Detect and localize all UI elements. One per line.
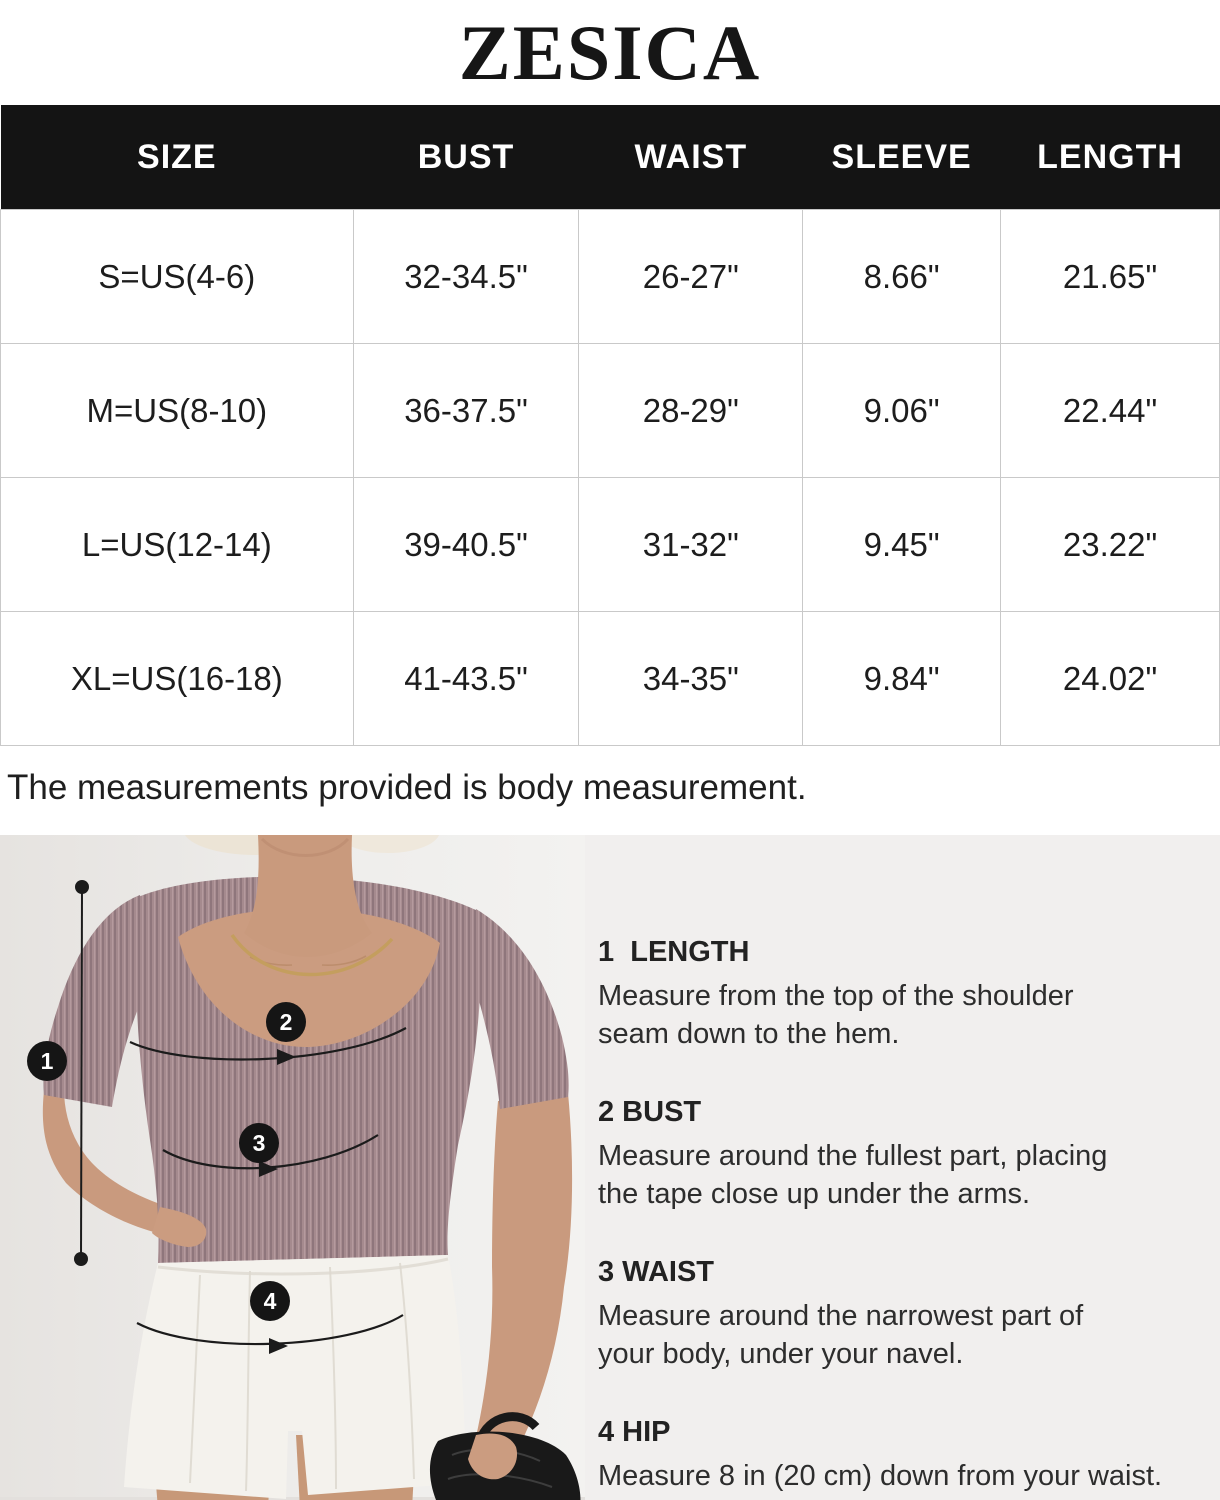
guide-body-line: your body, under your navel.	[598, 1338, 964, 1370]
guide-section-bust	[598, 1095, 1208, 1213]
cell-bust: 32-34.5"	[353, 210, 579, 344]
guide-instructions	[585, 835, 1220, 1500]
guide-heading-waist: 3 WAIST	[598, 1256, 715, 1288]
cell-size: XL=US(16-18)	[1, 612, 354, 746]
brand-logo: ZESICA	[458, 8, 762, 96]
guide-heading-bust: 2 BUST	[598, 1096, 702, 1128]
marker-bust-number: 2	[279, 1008, 293, 1035]
col-header-length: LENGTH	[1001, 105, 1220, 210]
cell-size: M=US(8-10)	[1, 344, 354, 478]
marker-length	[27, 1041, 67, 1081]
col-header-sleeve: SLEEVE	[803, 105, 1001, 210]
guide-body-line: Measure 8 in (20 cm) down from your waist.	[598, 1460, 1163, 1492]
cell-waist: 26-27"	[579, 210, 803, 344]
col-header-size: SIZE	[1, 105, 354, 210]
guide-heading-hip: 4 HIP	[598, 1416, 671, 1448]
measurement-guide	[0, 835, 1220, 1500]
cell-waist: 28-29"	[579, 344, 803, 478]
guide-body-line: the tape close up under the arms.	[598, 1178, 1031, 1210]
guide-heading-length: 1 LENGTH	[598, 936, 750, 968]
col-header-bust: BUST	[353, 105, 579, 210]
cell-length: 22.44"	[1001, 344, 1220, 478]
cell-bust: 41-43.5"	[353, 612, 579, 746]
marker-length-number: 1	[40, 1047, 54, 1074]
size-table	[0, 105, 1220, 746]
cell-sleeve: 9.45"	[803, 478, 1001, 612]
table-row-s	[1, 210, 1220, 344]
col-header-waist: WAIST	[579, 105, 803, 210]
marker-hip-number: 4	[263, 1287, 277, 1314]
marker-hip	[250, 1281, 290, 1321]
table-row-m	[1, 344, 1220, 478]
cell-waist: 34-35"	[579, 612, 803, 746]
cell-length: 24.02"	[1001, 612, 1220, 746]
cell-sleeve: 9.84"	[803, 612, 1001, 746]
guide-section-hip	[598, 1415, 1208, 1495]
marker-bust	[266, 1002, 306, 1042]
guide-body-line: Measure around the fullest part, placing	[598, 1140, 1108, 1172]
cell-size: L=US(12-14)	[1, 478, 354, 612]
cell-sleeve: 9.06"	[803, 344, 1001, 478]
size-table-header	[1, 105, 1220, 210]
marker-waist-number: 3	[252, 1129, 266, 1156]
guide-section-length	[598, 935, 1208, 1053]
measurement-note: The measurements provided is body measurement.	[7, 768, 807, 807]
model-figure-graphic	[0, 835, 585, 1500]
guide-body-line: Measure around the narrowest part of	[598, 1300, 1084, 1332]
table-row-xl	[1, 612, 1220, 746]
model-photo	[0, 835, 585, 1500]
cell-bust: 39-40.5"	[353, 478, 579, 612]
guide-body-line: seam down to the hem.	[598, 1018, 900, 1050]
cell-size: S=US(4-6)	[1, 210, 354, 344]
cell-length: 21.65"	[1001, 210, 1220, 344]
cell-waist: 31-32"	[579, 478, 803, 612]
cell-sleeve: 8.66"	[803, 210, 1001, 344]
brand-header	[0, 0, 1220, 105]
marker-waist	[239, 1123, 279, 1163]
guide-body-line: Measure from the top of the shoulder	[598, 980, 1074, 1012]
cell-length: 23.22"	[1001, 478, 1220, 612]
cell-bust: 36-37.5"	[353, 344, 579, 478]
guide-section-waist	[598, 1255, 1208, 1373]
table-row-l	[1, 478, 1220, 612]
